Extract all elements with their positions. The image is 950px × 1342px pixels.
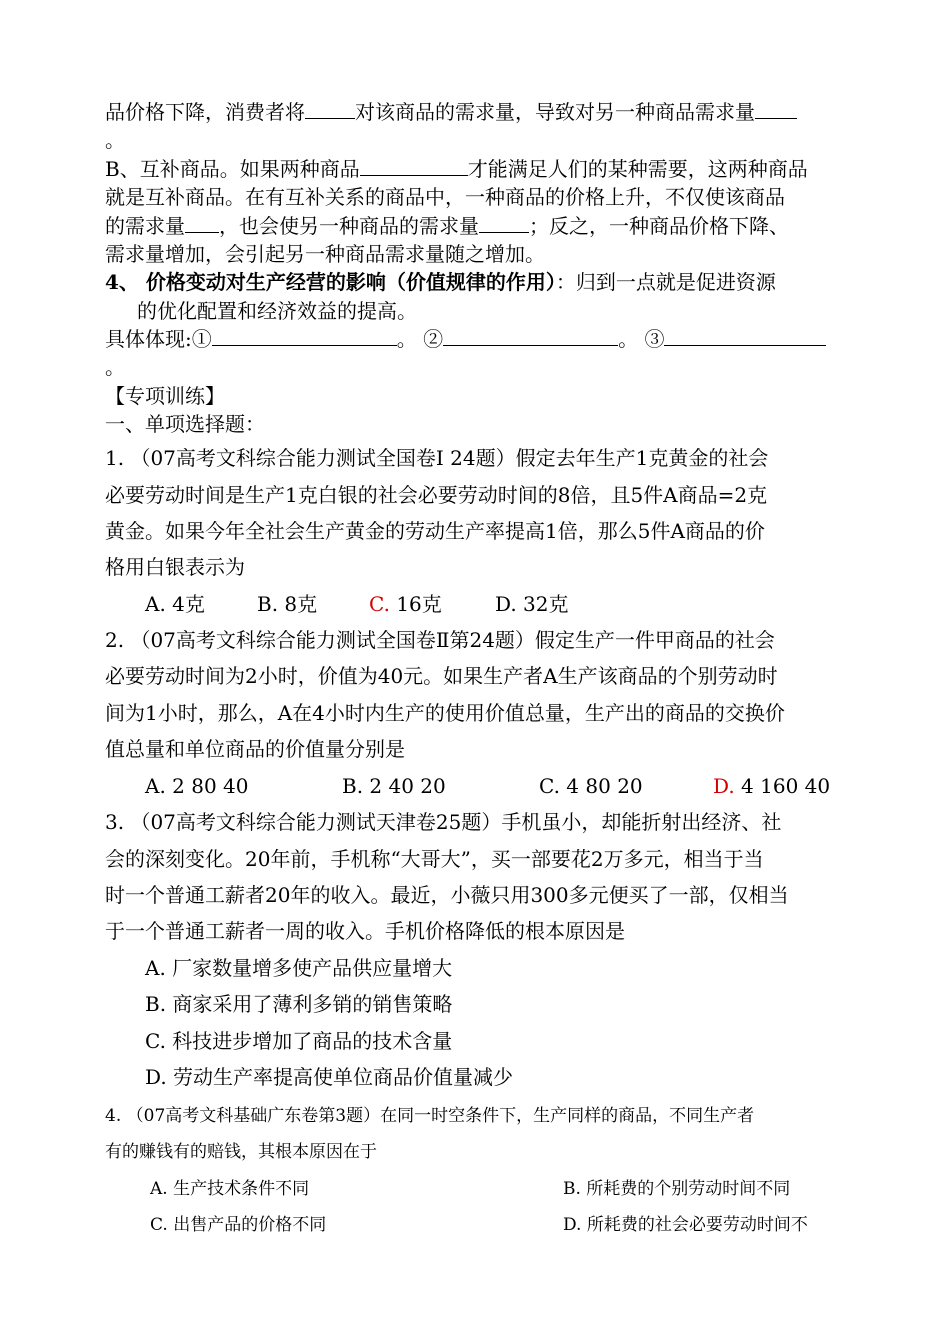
intro-line-1 bbox=[105, 98, 797, 126]
q1-line-3: 黄金。如果今年全社会生产黄金的劳动生产率提高1倍，那么5件A商品的价 bbox=[105, 519, 765, 543]
q1-line-2: 必要劳动时间是生产1克白银的社会必要劳动时间的8倍，且5件A商品=2克 bbox=[105, 483, 768, 507]
q1-line-4: 格用白银表示为 bbox=[105, 555, 245, 579]
answer-letter: D. bbox=[713, 774, 735, 798]
section-4-heading: 4、 价格变动对生产经营的影响（价值规律的作用） bbox=[105, 270, 556, 294]
fill-blank[interactable] bbox=[443, 325, 618, 346]
q3-option-d[interactable]: D. 劳动生产率提高使单位商品价值量减少 bbox=[145, 1065, 514, 1089]
q1-option-a[interactable]: A. 4克 bbox=[145, 592, 205, 616]
section-4-continued: 的优化配置和经济效益的提高。 bbox=[137, 299, 417, 323]
text: ：归到一点就是促进资源 bbox=[555, 270, 776, 294]
text: 。 ③ bbox=[618, 327, 665, 351]
q4-option-c[interactable]: C. 出售产品的价格不同 bbox=[150, 1215, 327, 1235]
specific-line-end: 。 bbox=[105, 355, 125, 379]
text: 的需求量 bbox=[105, 214, 185, 238]
q1-option-d[interactable]: D. 32克 bbox=[495, 592, 569, 616]
q2-line-2: 必要劳动时间为2小时，价值为40元。如果生产者A生产该商品的个别劳动时 bbox=[105, 664, 778, 688]
text: 品价格下降，消费者将 bbox=[105, 100, 305, 124]
q3-line-3: 时一个普通工薪者20年的收入。最近，小薇只用300多元便买了一部，仅相当 bbox=[105, 883, 789, 907]
training-subtitle: 一、单项选择题： bbox=[105, 412, 265, 436]
text: 。 ② bbox=[396, 327, 444, 351]
fill-blank[interactable] bbox=[664, 325, 826, 346]
complement-line-3 bbox=[105, 212, 789, 240]
q2-option-a[interactable]: A. 2 80 40 bbox=[145, 774, 249, 798]
specific-line bbox=[105, 325, 826, 353]
fill-blank[interactable] bbox=[185, 212, 219, 233]
intro-line-2: 。 bbox=[105, 128, 125, 152]
section-4-heading-line bbox=[105, 268, 776, 296]
q1-line-1: 1. （07高考文科综合能力测试全国卷Ⅰ 24题）假定去年生产1克黄金的社会 bbox=[105, 446, 769, 470]
q3-option-c[interactable]: C. 科技进步增加了商品的技术含量 bbox=[145, 1029, 453, 1053]
q3-line-2: 会的深刻变化。20年前，手机称“大哥大”，买一部要花2万多元，相当于当 bbox=[105, 847, 764, 871]
q3-option-a[interactable]: A. 厂家数量增多使产品供应量增大 bbox=[145, 956, 453, 980]
answer-letter: C. bbox=[369, 592, 390, 616]
q4-option-d[interactable]: D. 所耗费的社会必要劳动时间不 bbox=[563, 1215, 808, 1235]
text: 16克 bbox=[396, 592, 442, 616]
text: 具体体现:① bbox=[105, 327, 212, 351]
q1-option-c[interactable] bbox=[369, 590, 442, 618]
q2-line-3: 间为1小时，那么，A在4小时内生产的使用价值总量，生产出的商品的交换价 bbox=[105, 701, 785, 725]
fill-blank[interactable] bbox=[755, 98, 797, 119]
fill-blank[interactable] bbox=[305, 98, 355, 119]
q1-option-b[interactable]: B. 8克 bbox=[257, 592, 318, 616]
fill-blank[interactable] bbox=[479, 212, 529, 233]
q4-option-b[interactable]: B. 所耗费的个别劳动时间不同 bbox=[563, 1179, 791, 1199]
fill-blank[interactable] bbox=[212, 325, 397, 346]
q3-line-1: 3. （07高考文科综合能力测试天津卷25题）手机虽小，却能折射出经济、社 bbox=[105, 810, 782, 834]
fill-blank[interactable] bbox=[360, 155, 468, 176]
q2-line-4: 值总量和单位商品的价值量分别是 bbox=[105, 737, 405, 761]
q2-option-b[interactable]: B. 2 40 20 bbox=[342, 774, 446, 798]
q4-line-2: 有的赚钱有的赔钱，其根本原因在于 bbox=[105, 1142, 377, 1162]
complement-line-1 bbox=[105, 155, 808, 183]
q3-option-b[interactable]: B. 商家采用了薄利多销的销售策略 bbox=[145, 992, 453, 1016]
text: 4 160 40 bbox=[741, 774, 831, 798]
q2-option-c[interactable]: C. 4 80 20 bbox=[539, 774, 643, 798]
text: ，也会使另一种商品的需求量 bbox=[219, 214, 479, 238]
text: B、互补商品。如果两种商品 bbox=[105, 157, 360, 181]
text: 对该商品的需求量，导致对另一种商品需求量 bbox=[355, 100, 755, 124]
complement-line-2: 就是互补商品。在有互补关系的商品中，一种商品的价格上升，不仅使该商品 bbox=[105, 185, 785, 209]
q4-line-1: 4. （07高考文科基础广东卷第3题）在同一时空条件下，生产同样的商品，不同生产者 bbox=[105, 1106, 755, 1126]
q3-line-4: 于一个普通工薪者一周的收入。手机价格降低的根本原因是 bbox=[105, 919, 625, 943]
training-title: 【专项训练】 bbox=[105, 384, 225, 408]
complement-line-4: 需求量增加，会引起另一种商品需求量随之增加。 bbox=[105, 242, 545, 266]
q4-option-a[interactable]: A. 生产技术条件不同 bbox=[150, 1179, 310, 1199]
q2-line-1: 2. （07高考文科综合能力测试全国卷Ⅱ第24题）假定生产一件甲商品的社会 bbox=[105, 628, 775, 652]
text: ；反之，一种商品价格下降、 bbox=[529, 214, 789, 238]
text: 才能满足人们的某种需要，这两种商品 bbox=[467, 157, 808, 181]
q2-option-d[interactable] bbox=[713, 772, 830, 800]
